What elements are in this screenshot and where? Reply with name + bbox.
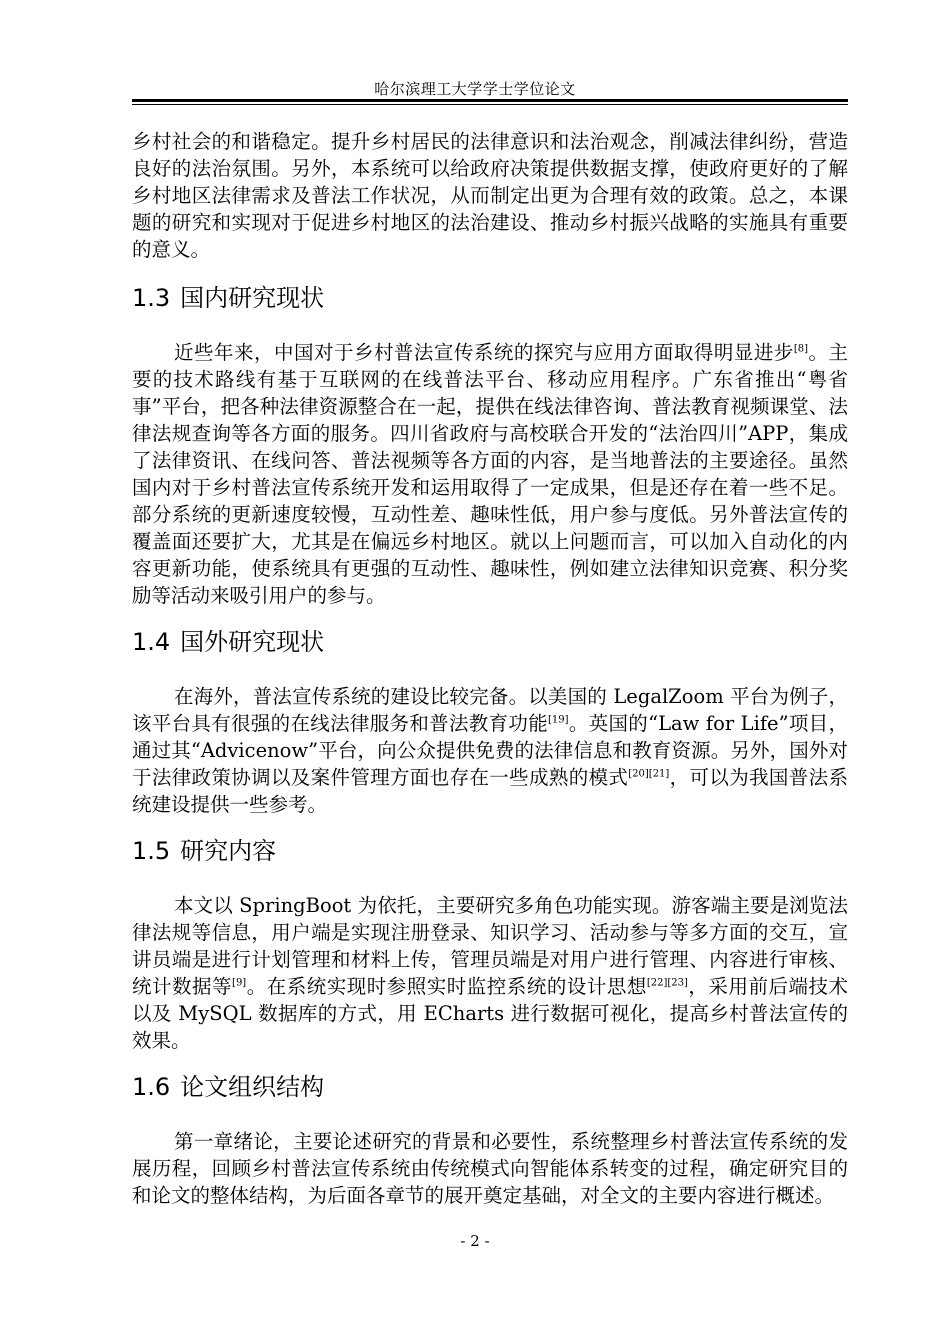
running-header: 哈尔滨理工大学学士学位论文 [374, 80, 576, 98]
section-number: 1.3 [132, 284, 171, 312]
section-heading-1-3 [132, 283, 848, 313]
intro-paragraph: 乡村社会的和谐稳定。提升乡村居民的法律意识和法治观念，削减法律纠纷，营造良好的法治氛围。另外，本系统可以给政府决策提供数据支撑，使政府更好的了解乡村地区法律需求及普法工作状况，从而制定出更为合理有效的政策。总之，本课题的研究和实现对于促进乡村地区的法治建设、推动乡村振兴战略的实施具有重要的意义。 [132, 130, 848, 261]
citation: [19] [548, 714, 569, 726]
text-run: 近些年来，中国对于乡村普法宣传系统的探究与应用方面取得明显进步 [174, 341, 794, 364]
text-run: ，可以为我国普法系统建设提供一些参考。 [132, 766, 848, 816]
text-run: 。在系统实现时参照实时监控系统的设计思想 [246, 975, 647, 998]
section-title: 国内研究现状 [180, 284, 325, 312]
page-number: - 2 - [460, 1232, 490, 1250]
section-1-4-paragraph [132, 683, 848, 818]
text-run: ，采用前后端技术以及 MySQL 数据库的方式，用 ECharts 进行数据可视化，提高乡村普法宣传的效果。 [132, 975, 848, 1052]
text-run: 本文以 SpringBoot 为依托，主要研究多角色功能实现。游客端主要是浏览法律法规等信息，用户端是实现注册登录、知识学习、活动参与等多方面的交互，宣讲员端是进行计划管理和材料上传，管理员端是对用户进行管理、内容进行审核、统计数据等 [132, 894, 848, 998]
citation: [22][23] [646, 977, 688, 989]
text-run: 。英国的“Law for Life”项目，通过其“Advicenow”平台，向公众提供免费的法律信息和教育资源。另外，国外对于法律政策协调以及案件管理方面也存在一些成熟的模式 [132, 712, 848, 789]
citation: [8] [793, 343, 808, 355]
section-heading-1-5 [132, 836, 848, 866]
section-number: 1.5 [132, 837, 171, 865]
section-heading-1-4 [132, 627, 848, 657]
section-number: 1.6 [132, 1073, 171, 1101]
section-1-6-paragraph: 第一章绪论，主要论述研究的背景和必要性，系统整理乡村普法宣传系统的发展历程，回顾乡村普法宣传系统由传统模式向智能体系转变的过程，确定研究目的和论文的整体结构，为后面各章节的展开奠定基础，对全文的主要内容进行概述。 [132, 1130, 848, 1207]
section-heading-1-6 [132, 1072, 848, 1102]
header-rule-thick [132, 99, 848, 102]
text-run: 。主要的技术路线有基于互联网的在线普法平台、移动应用程序。广东省推出“粤省事”平台，把各种法律资源整合在一起，提供在线法律咨询、普法教育视频课堂、法律法规查询等各方面的服务。四川省政府与高校联合开发的“法治四川”APP，集成了法律资讯、在线问答、普法视频等各方面的内容，是当地普法的主要途径。虽然国内对于乡村普法宣传系统开发和运用取得了一定成果，但是还存在着一些不足。部分系统的更新速度较慢，互动性差、趣味性低，用户参与度低。另外普法宣传的覆盖面还要扩大，尤其是在偏远乡村地区。就以上问题而言，可以加入自动化的内容更新功能，使系统具有更强的互动性、趣味性，例如建立法律知识竞赛、积分奖励等活动来吸引用户的参与。 [132, 341, 848, 607]
section-number: 1.4 [132, 628, 171, 656]
citation: [9] [232, 977, 247, 989]
section-title: 国外研究现状 [180, 628, 325, 656]
section-title: 研究内容 [180, 837, 277, 865]
section-1-5-paragraph [132, 892, 848, 1054]
section-1-3-paragraph [132, 339, 848, 609]
section-title: 论文组织结构 [180, 1073, 325, 1101]
citation: [20][21] [628, 768, 670, 780]
page-body [132, 128, 848, 1209]
header-rule-thin [132, 104, 848, 105]
text-run: 在海外，普法宣传系统的建设比较完备。以美国的 LegalZoom 平台为例子，该平台具有很强的在线法律服务和普法教育功能 [132, 685, 848, 735]
